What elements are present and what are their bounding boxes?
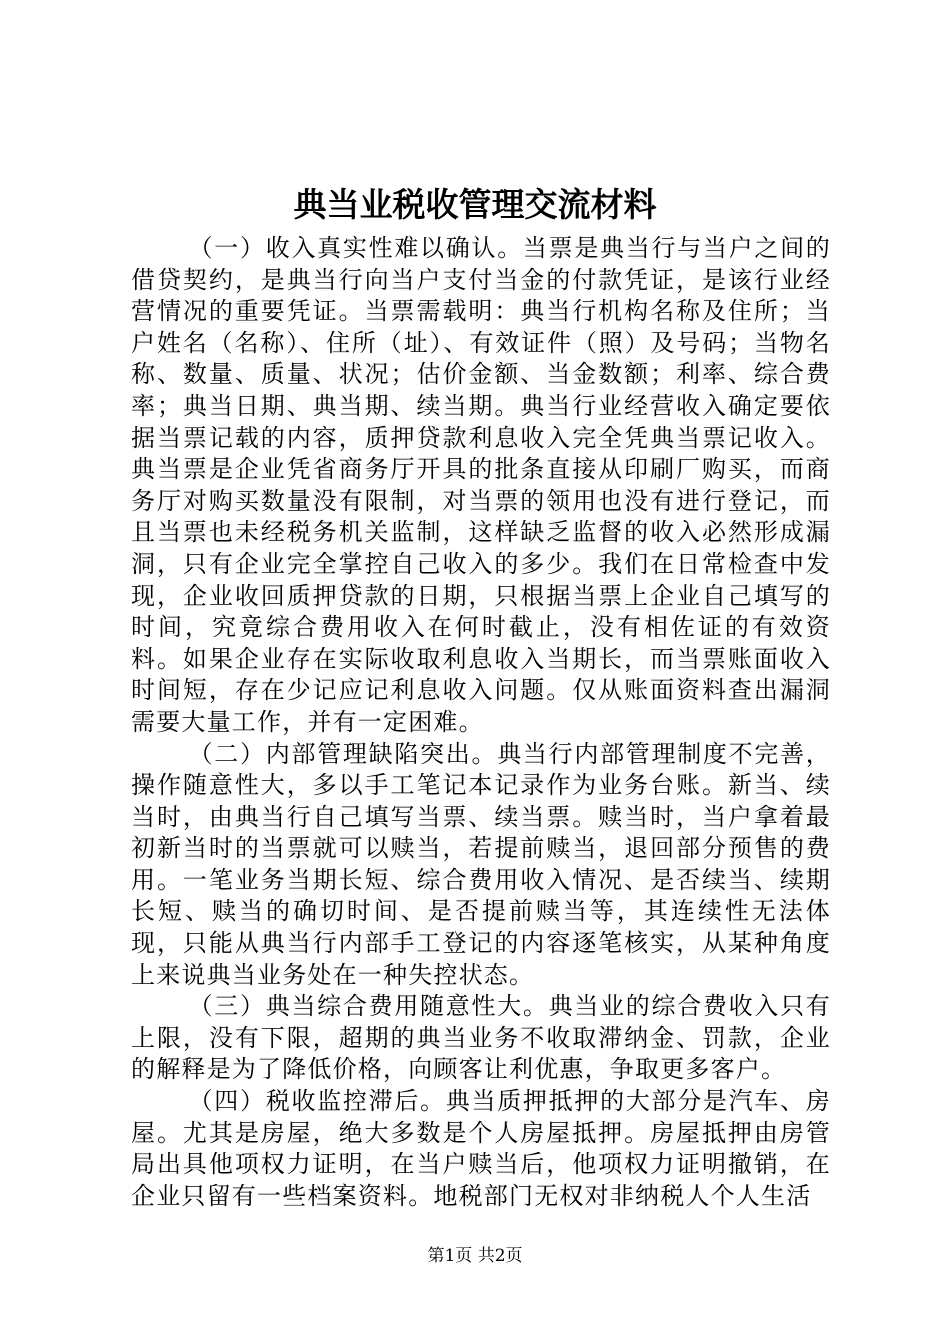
paragraph-2: （二）内部管理缺陷突出。典当行内部管理制度不完善，操作随意性大，多以手工笔记本记录作为业务台账。新当、续当时，由典当行自己填写当票、续当票。赎当时，当户拿着最初新当时的当票就可以赎当，若提前赎当，退回部分预售的费用。一笔业务当期长短、综合费用收入情况、是否续当、续期长短、赎当的确切时间、是否提前赎当等，其连续性无法体现，只能从典当行内部手工登记的内容逐笔核实，从某种角度上来说典当业务处在一种失控状态。 — [131, 739, 831, 989]
document-title: 典当业税收管理交流材料 — [293, 185, 657, 224]
page-footer: 第1页 共2页 — [427, 1246, 523, 1266]
paragraph-3: （三）典当综合费用随意性大。典当业的综合费收入只有上限，没有下限，超期的典当业务不收取滞纳金、罚款，企业的解释是为了降低价格，向顾客让利优惠，争取更多客户。 — [131, 992, 831, 1084]
paragraph-4: （四）税收监控滞后。典当质押抵押的大部分是汽车、房屋。尤其是房屋，绝大多数是个人房屋抵押。房屋抵押由房管局出具他项权力证明，在当户赎当后，他项权力证明撤销，在企业只留有一些档案资料。地税部门无权对非纳税人个人生活 — [131, 1087, 831, 1210]
paragraph-1: （一）收入真实性难以确认。当票是典当行与当户之间的借贷契约，是典当行向当户支付当金的付款凭证，是该行业经营情况的重要凭证。当票需载明：典当行机构名称及住所；当户姓名（名称）、住所（址）、有效证件（照）及号码；当物名称、数量、质量、状况；估价金额、当金数额；利率、综合费率；典当日期、典当期、续当期。典当行业经营收入确定要依据当票记载的内容，质押贷款利息收入完全凭典当票记收入。典当票是企业凭省商务厅开具的批条直接从印刷厂购买，而商务厅对购买数量没有限制，对当票的领用也没有进行登记，而且当票也未经税务机关监制，这样缺乏监督的收入必然形成漏洞，只有企业完全掌控自己收入的多少。我们在日常检查中发现，企业收回质押贷款的日期，只根据当票上企业自己填写的时间，究竟综合费用收入在何时截止，没有相佐证的有效资料。如果企业存在实际收取利息收入当期长，而当票账面收入时间短，存在少记应记利息收入问题。仅从账面资料查出漏洞需要大量工作，并有一定困难。 — [131, 234, 831, 736]
document-body — [131, 233, 831, 1212]
